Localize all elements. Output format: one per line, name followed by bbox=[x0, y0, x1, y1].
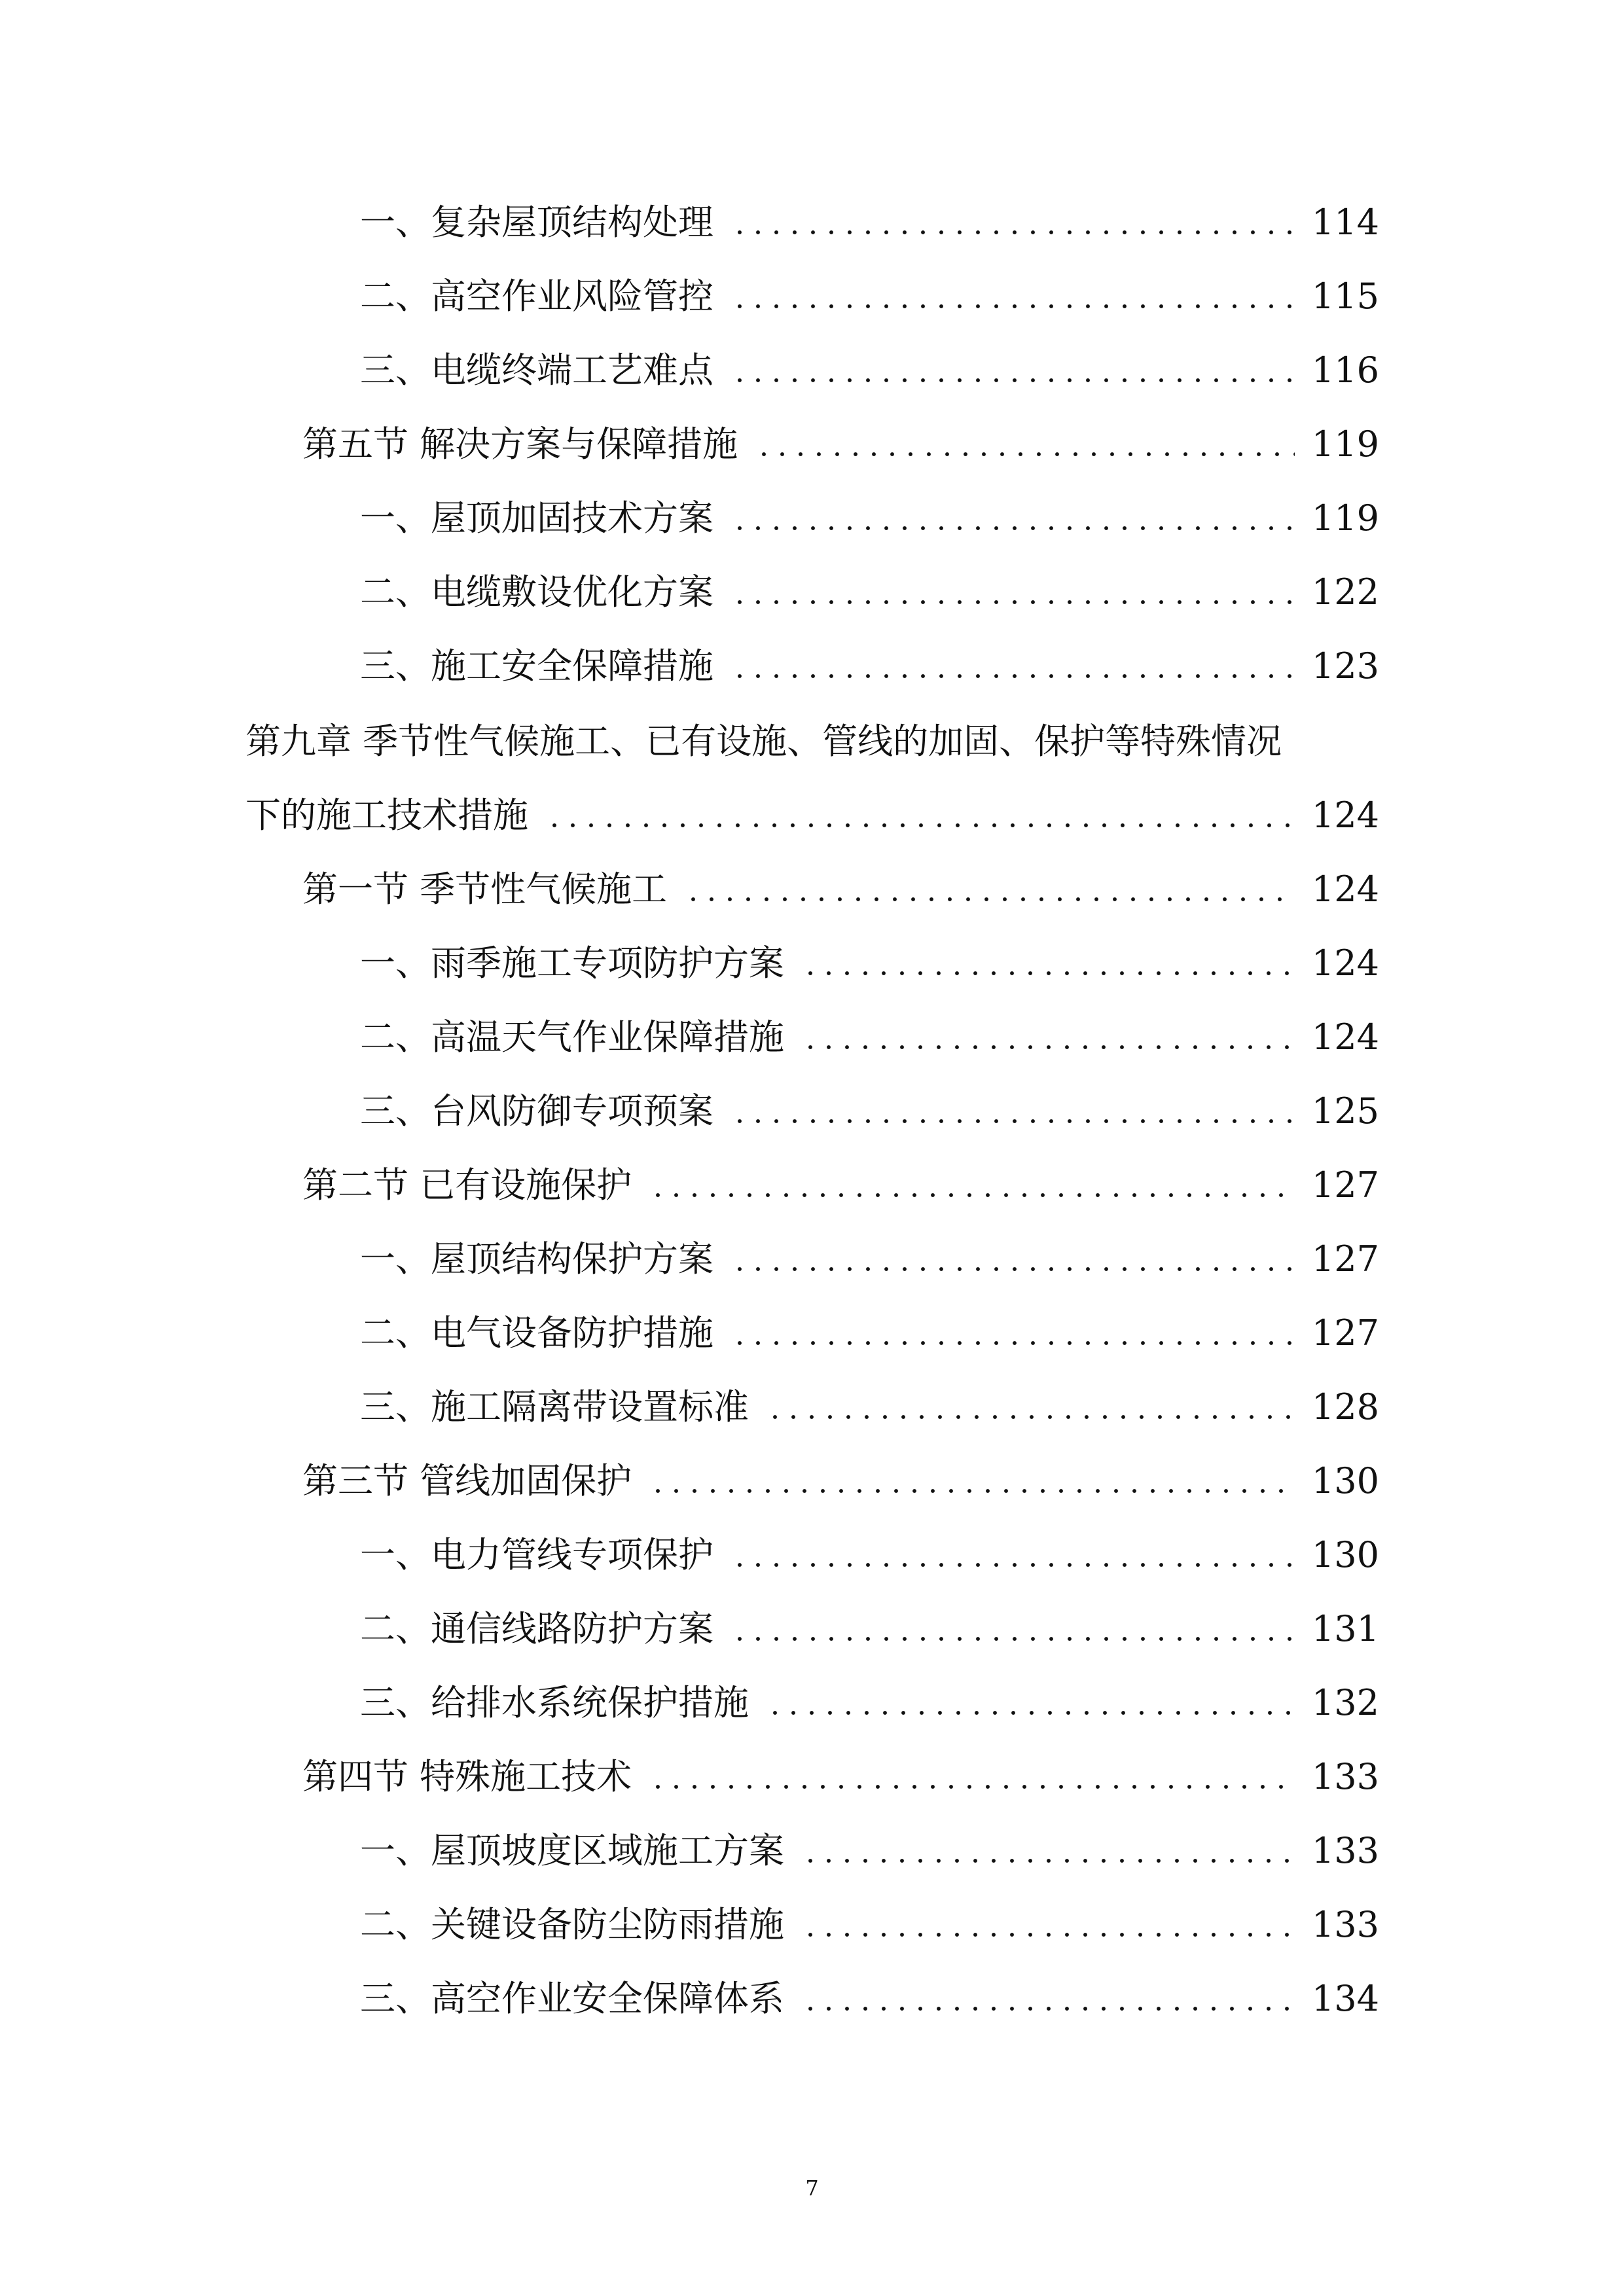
toc-entry[interactable] bbox=[360, 1300, 1379, 1366]
toc-entry-page: 133 bbox=[1311, 1904, 1379, 1945]
dot-leader bbox=[649, 1489, 1295, 1493]
toc-entry-label: 一、屋顶结构保护方案 bbox=[360, 1238, 713, 1280]
toc-entry[interactable] bbox=[360, 1374, 1379, 1440]
toc-entry-label: 三、高空作业安全保障体系 bbox=[360, 1978, 784, 2019]
toc-entry-label: 三、台风防御专项预案 bbox=[360, 1090, 713, 1132]
toc-entry[interactable] bbox=[360, 931, 1379, 996]
toc-entry-label: 第五节 解决方案与保障措施 bbox=[302, 423, 738, 465]
toc-entry[interactable] bbox=[360, 338, 1379, 403]
toc-entry-label: 二、高温天气作业保障措施 bbox=[360, 1016, 784, 1058]
toc-entry-page: 115 bbox=[1311, 276, 1379, 317]
toc-entry-label: 二、电缆敷设优化方案 bbox=[360, 571, 713, 613]
dot-leader bbox=[801, 2007, 1295, 2011]
toc-entry-page: 127 bbox=[1311, 1312, 1379, 1354]
toc-entry-page: 119 bbox=[1311, 423, 1379, 465]
toc-entry[interactable] bbox=[360, 1966, 1379, 2032]
toc-chapter-title-line1[interactable]: 第九章 季节性气候施工、已有设施、管线的加固、保护等特殊情况 bbox=[245, 721, 1282, 762]
toc-entry-label: 三、给排水系统保护措施 bbox=[360, 1682, 749, 1723]
toc-entry-page: 125 bbox=[1311, 1090, 1379, 1132]
toc-entry-page: 130 bbox=[1311, 1460, 1379, 1501]
toc-entry[interactable] bbox=[360, 486, 1379, 551]
dot-leader bbox=[649, 1785, 1295, 1789]
dot-leader bbox=[731, 674, 1295, 678]
toc-entry-page: 127 bbox=[1311, 1238, 1379, 1280]
toc-entry[interactable] bbox=[360, 1596, 1379, 1662]
toc-entry-page: 130 bbox=[1311, 1534, 1379, 1575]
toc-entry-label: 一、电力管线专项保护 bbox=[360, 1534, 713, 1575]
toc-entry-label: 一、屋顶加固技术方案 bbox=[360, 497, 713, 539]
toc-chapter-title-line2: 下的施工技术措施 bbox=[245, 795, 528, 836]
toc-entry[interactable] bbox=[360, 560, 1379, 625]
toc-section-entry[interactable] bbox=[302, 412, 1379, 477]
toc-entry[interactable] bbox=[360, 1079, 1379, 1144]
toc-entry-label: 第一节 季节性气候施工 bbox=[302, 869, 668, 910]
toc-entry-page: 134 bbox=[1311, 1978, 1379, 2019]
toc-entry-label: 一、雨季施工专项防护方案 bbox=[360, 942, 784, 984]
dot-leader bbox=[731, 1563, 1295, 1567]
toc-section-entry[interactable] bbox=[302, 1153, 1379, 1218]
dot-leader bbox=[766, 1711, 1295, 1715]
dot-leader bbox=[801, 1859, 1295, 1863]
toc-entry-label: 一、屋顶坡度区域施工方案 bbox=[360, 1830, 784, 1871]
dot-leader bbox=[731, 526, 1295, 530]
toc-entry-label: 第三节 管线加固保护 bbox=[302, 1460, 632, 1501]
dot-leader bbox=[731, 1341, 1295, 1345]
toc-entry-label: 二、高空作业风险管控 bbox=[360, 276, 713, 317]
toc-entry-page: 132 bbox=[1311, 1682, 1379, 1723]
toc-entry[interactable] bbox=[360, 1005, 1379, 1070]
toc-entry[interactable] bbox=[360, 264, 1379, 329]
toc-entry-page: 124 bbox=[1311, 942, 1379, 984]
toc-entry-label: 三、施工隔离带设置标准 bbox=[360, 1386, 749, 1427]
dot-leader bbox=[649, 1193, 1295, 1197]
toc-entry-page: 119 bbox=[1311, 497, 1379, 539]
toc-entry-page: 133 bbox=[1311, 1756, 1379, 1797]
toc-entry-page: 124 bbox=[1311, 1016, 1379, 1058]
toc-entry-label: 第二节 已有设施保护 bbox=[302, 1164, 632, 1206]
dot-leader bbox=[801, 1045, 1295, 1049]
toc-entry-label: 三、电缆终端工艺难点 bbox=[360, 350, 713, 391]
toc-entry-page: 131 bbox=[1311, 1608, 1379, 1649]
toc-entry[interactable] bbox=[360, 1670, 1379, 1736]
toc-entry-page: 123 bbox=[1311, 645, 1379, 687]
dot-leader bbox=[731, 1267, 1295, 1271]
toc-entry-label: 二、关键设备防尘防雨措施 bbox=[360, 1904, 784, 1945]
dot-leader bbox=[545, 823, 1295, 827]
toc-section-entry[interactable] bbox=[302, 1744, 1379, 1810]
toc-entry[interactable] bbox=[360, 1892, 1379, 1958]
toc-entry-label: 一、复杂屋顶结构处理 bbox=[360, 202, 713, 243]
toc-entry[interactable] bbox=[360, 190, 1379, 255]
dot-leader bbox=[731, 600, 1295, 604]
toc-entry-page: 128 bbox=[1311, 1386, 1379, 1427]
toc-entry-label: 二、电气设备防护措施 bbox=[360, 1312, 713, 1354]
toc-entry-page: 116 bbox=[1311, 350, 1379, 391]
toc-entry[interactable] bbox=[360, 1818, 1379, 1884]
toc-entry-label: 第四节 特殊施工技术 bbox=[302, 1756, 632, 1797]
toc-section-entry[interactable] bbox=[302, 857, 1379, 922]
dot-leader bbox=[731, 1119, 1295, 1123]
toc-entry-label: 三、施工安全保障措施 bbox=[360, 645, 713, 687]
dot-leader bbox=[755, 452, 1295, 456]
toc-entry-page: 114 bbox=[1311, 202, 1379, 243]
page-number: 7 bbox=[805, 2176, 819, 2200]
toc-chapter-entry[interactable] bbox=[245, 783, 1379, 848]
toc-entry-page: 122 bbox=[1311, 571, 1379, 613]
toc-entry-page: 133 bbox=[1311, 1830, 1379, 1871]
dot-leader bbox=[731, 304, 1295, 308]
toc-entry-page: 124 bbox=[1311, 795, 1379, 836]
toc-entry[interactable] bbox=[360, 1227, 1379, 1292]
toc-entry[interactable] bbox=[360, 634, 1379, 699]
toc-entry-label: 二、通信线路防护方案 bbox=[360, 1608, 713, 1649]
toc-entry-page: 124 bbox=[1311, 869, 1379, 910]
toc-section-entry[interactable] bbox=[302, 1448, 1379, 1514]
dot-leader bbox=[801, 971, 1295, 975]
toc-entry-page: 127 bbox=[1311, 1164, 1379, 1206]
dot-leader bbox=[766, 1415, 1295, 1419]
dot-leader bbox=[801, 1933, 1295, 1937]
dot-leader bbox=[684, 897, 1295, 901]
toc-entry[interactable] bbox=[360, 1522, 1379, 1588]
dot-leader bbox=[731, 230, 1295, 234]
dot-leader bbox=[731, 378, 1295, 382]
dot-leader bbox=[731, 1637, 1295, 1641]
